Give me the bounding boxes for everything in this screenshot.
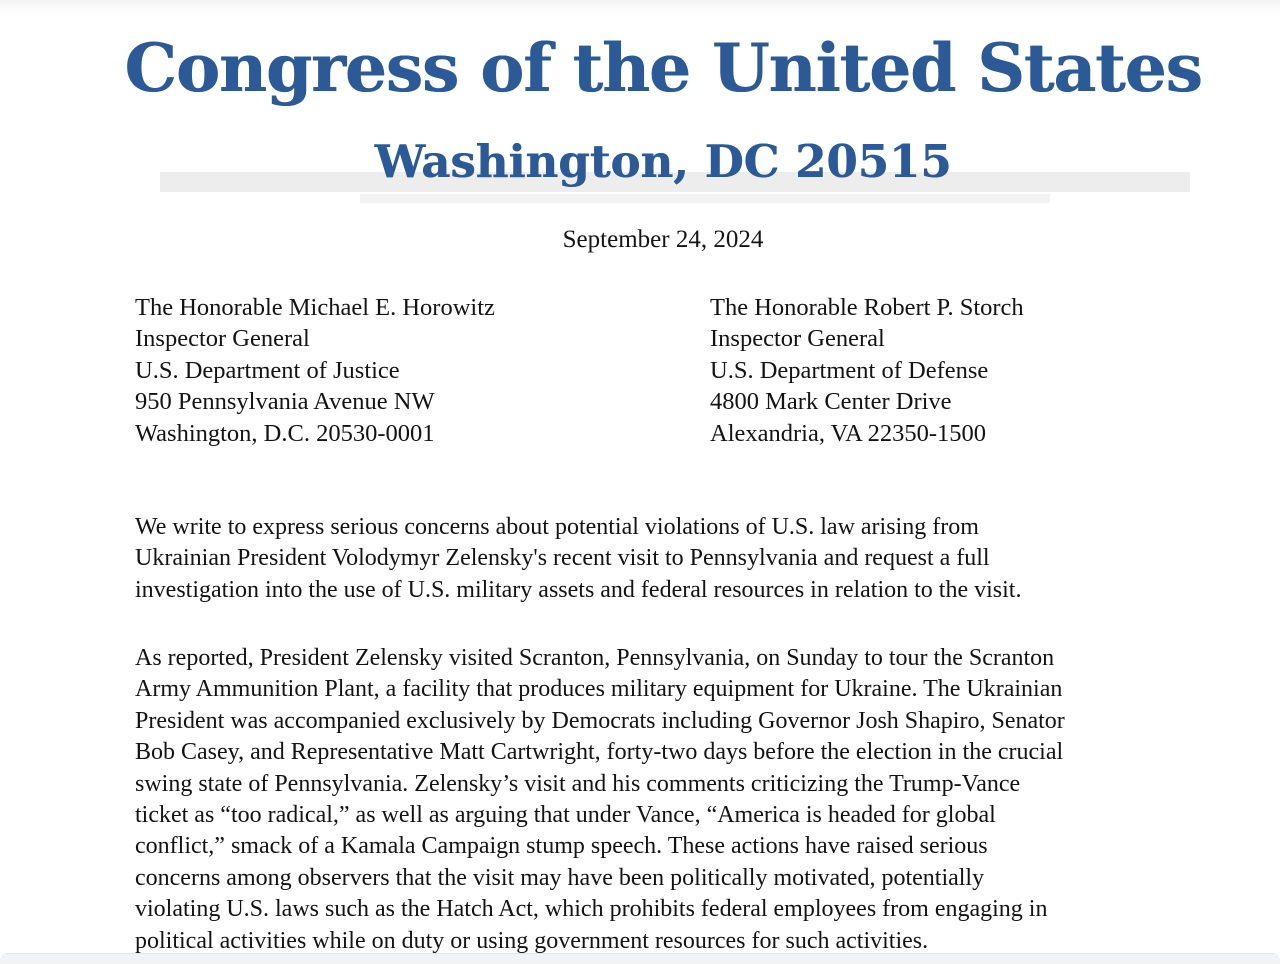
page-top-shadow — [0, 0, 1280, 16]
letterhead-subtitle: Washington, DC 20515 — [374, 135, 952, 188]
letterhead-title: Congress of the United States — [124, 29, 1202, 107]
recipient-address-right: The Honorable Robert P. Storch Inspector General U.S. Department of Defense 4800 Mark Center Drive Alexandria, VA 22350-1500 — [710, 294, 1024, 447]
recipient-address-left: The Honorable Michael E. Horowitz Inspector General U.S. Department of Justice 950 Pennsylvania Avenue NW Washington, D.C. 20530-0001 — [135, 294, 495, 447]
scan-artifact-band — [360, 194, 1050, 203]
letter-date: September 24, 2024 — [562, 226, 764, 253]
body-paragraph-1: We write to express serious concerns about potential violations of U.S. law arising from Ukrainian President Volodymyr Zelensky's recent visit to Pennsylvania and request a full investigation into the use of U.S. military assets and federal resources in relation to the visit. — [135, 514, 1022, 603]
body-paragraph-2: As reported, President Zelensky visited Scranton, Pennsylvania, on Sunday to tour the Scranton Army Ammunition Plant, a facility that produces military equipment for Ukraine. The Ukrainian President was accompanied exclusively by Democrats including Governor Josh Shapiro, Senator Bob Casey, and Representative Matt Cartwright, forty-two days before the election in the crucial swing state of Pennsylvania. Zelensky’s visit and his comments criticizing the Trump-Vance ticket as “too radical,” as well as arguing that under Vance, “America is headed for global conflict,” smack of a Kamala Campaign stump speech. These actions have raised serious concerns among observers that the visit may have been politically motivated, potentially violating U.S. laws such as the Hatch Act, which prohibits federal employees from engaging in political activities while on duty or using government resources for such activities. — [135, 645, 1065, 954]
